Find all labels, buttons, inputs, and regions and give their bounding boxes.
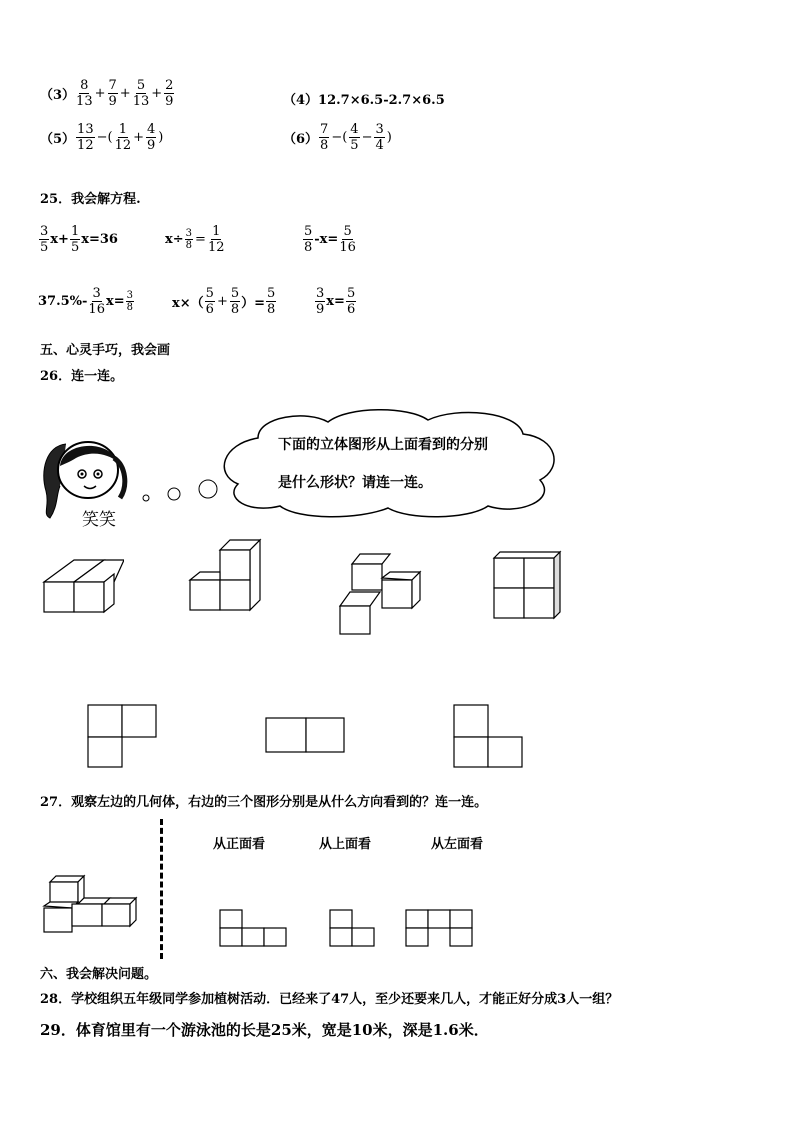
- view-label-top: 从上面看: [319, 837, 372, 852]
- thought-bubbles: [138, 476, 228, 506]
- calc-label: （6）: [283, 132, 319, 147]
- solid-1: [40, 556, 124, 614]
- fraction: $\frac{4}{9}$: [147, 122, 156, 153]
- view-shape-3: [404, 908, 476, 950]
- view-label-front: 从正面看: [213, 837, 266, 852]
- calc-label: （3）: [40, 88, 76, 103]
- equation-2: x÷ $\frac{3}{8}$ = $\frac{1}{12}$: [165, 224, 225, 255]
- view-shape-2: [328, 908, 378, 950]
- fraction: $\frac{8}{13}$: [76, 78, 93, 109]
- section-6-heading: 六、我会解决问题。: [40, 967, 158, 982]
- cloud-line-2: 是什么形状？请连一连。: [278, 475, 432, 491]
- equation-4: 37.5%- $\frac{3}{16}$ x= $\frac{3}{8}$: [38, 286, 133, 317]
- view-shape-1: [218, 908, 290, 950]
- girl-name: 笑笑: [82, 510, 116, 530]
- q25-title: 25．我会解方程.: [40, 192, 141, 207]
- q28-text: 28．学校组织五年级同学参加植树活动．已经来了47人，至少还要来几人，才能正好分成3人一组？: [40, 992, 619, 1007]
- top-view-2: [264, 716, 348, 756]
- view-label-left: 从左面看: [431, 837, 484, 852]
- q27-title: 27．观察左边的几何体，右边的三个图形分别是从什么方向看到的？连一连。: [40, 795, 488, 810]
- fraction: $\frac{3}{4}$: [375, 122, 384, 153]
- cloud-line-1: 下面的立体图形从上面看到的分别: [278, 437, 488, 453]
- fraction: $\frac{7}{9}$: [108, 78, 117, 109]
- equation-3: $\frac{5}{8}$ -x= $\frac{5}{16}$: [304, 224, 356, 255]
- fraction: $\frac{2}{9}$: [165, 78, 174, 109]
- equation-1: $\frac{3}{5}$ x+ $\frac{1}{5}$ x=36: [40, 224, 118, 255]
- solid-4: [490, 548, 570, 620]
- fraction: $\frac{5}{13}$: [132, 78, 150, 109]
- section-5-heading: 五、心灵手巧，我会画: [40, 343, 171, 358]
- q29-text: 29．体育馆里有一个游泳池的长是25米，宽是10米，深是1.6米．: [40, 1021, 489, 1039]
- fraction: $\frac{13}{12}$: [77, 122, 94, 153]
- calc-problem-5: （5） $\frac{13}{12}$ −( $\frac{1}{12}$ + $\frac{4}{9}$ ): [40, 122, 164, 153]
- speech-cloud: [218, 408, 563, 520]
- top-view-3: [452, 703, 526, 769]
- q27-solid: [40, 874, 140, 936]
- calc-problem-4: （4）12.7×6.5-2.7×6.5: [283, 93, 445, 108]
- equation-5: x×（ $\frac{5}{6}$ + $\frac{5}{8}$ ）= $\frac{5}{8}$: [172, 286, 276, 317]
- dashed-divider: [160, 819, 163, 959]
- fraction: $\frac{1}{12}$: [114, 122, 132, 153]
- equation-6: $\frac{3}{9}$ x= $\frac{5}{6}$: [316, 286, 356, 317]
- top-view-1: [86, 703, 158, 769]
- solid-3: [336, 550, 430, 636]
- q26-title: 26．连一连。: [40, 369, 124, 384]
- fraction: $\frac{4}{5}$: [350, 122, 359, 153]
- solid-2: [186, 538, 266, 614]
- calc-problem-6: （6） $\frac{7}{8}$ −( $\frac{4}{5}$ − $\frac{3}{4}$ ): [283, 122, 392, 153]
- fraction: $\frac{7}{8}$: [320, 122, 329, 153]
- calc-problem-3: （3） $\frac{8}{13}$ + $\frac{7}{9}$ + $\frac{5}{13}$ + $\frac{2}{9}$: [40, 78, 174, 109]
- calc-label: （5）: [40, 132, 76, 147]
